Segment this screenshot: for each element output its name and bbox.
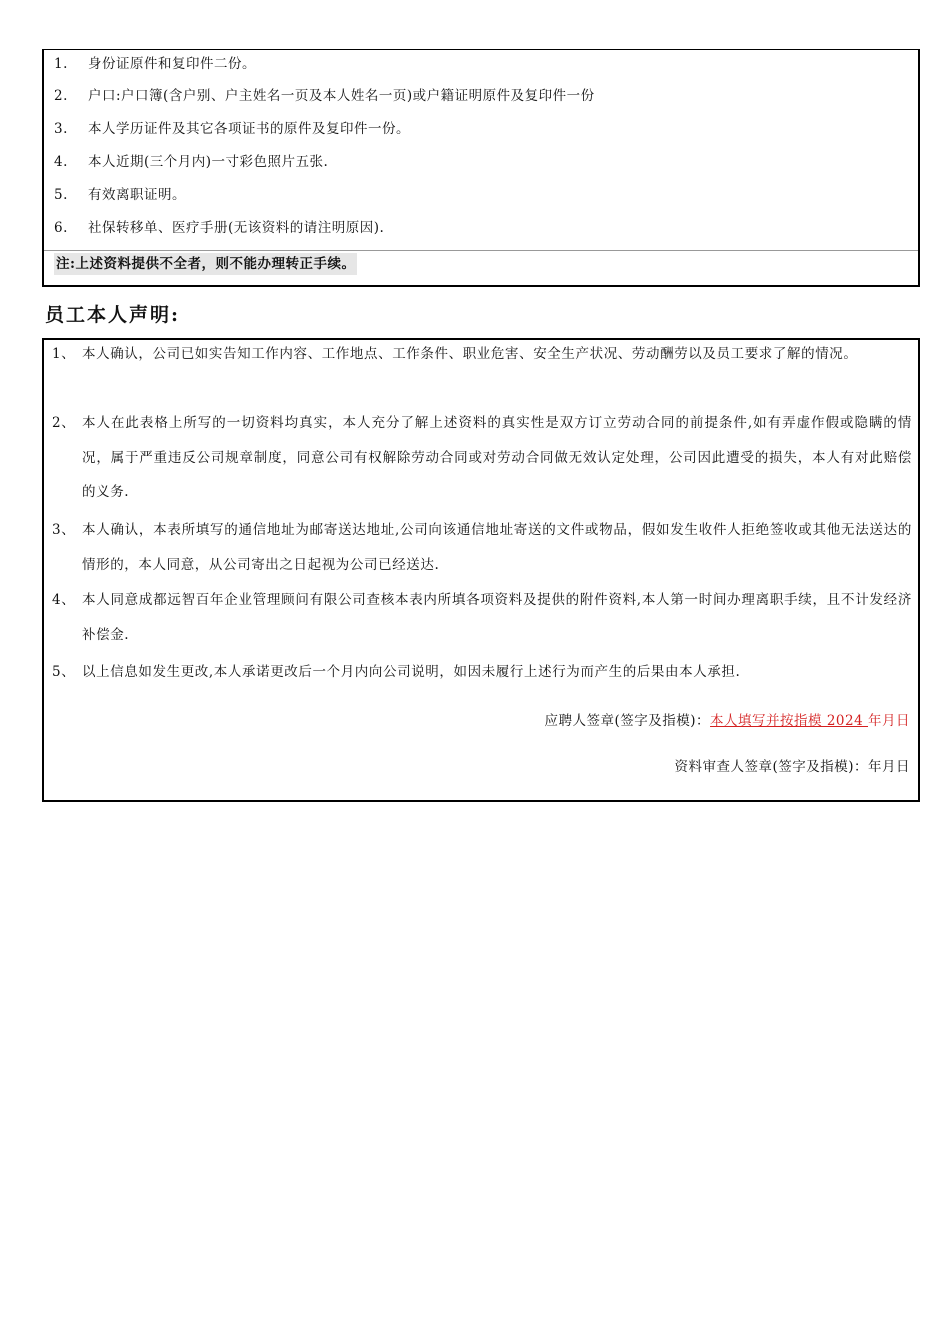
declaration-box [42,338,920,802]
item-number: 1. [54,56,68,72]
divider [44,250,918,251]
applicant-signature-line [545,709,911,729]
applicant-signature-label: 应聘人签章(签字及指模)： [544,713,711,729]
item-number: 3、 [52,522,76,538]
declaration-item [52,655,912,690]
declaration-item [52,337,912,372]
item-text: 以上信息如发生更改,本人承诺更改后一个月内向公司说明，如因未履行上述行为而产生的后果由本人承担. [82,664,741,680]
item-number: 4、 [52,592,76,608]
declaration-title: 员工本人声明: [45,304,181,326]
declaration-item [52,583,912,652]
item-number: 1、 [52,346,76,362]
item-text: 本人同意成都远智百年企业管理顾问有限公司查核本表内所填各项资料及提供的附件资料,本人第一时间办理离职手续，且不计发经济补偿金. [82,592,912,643]
list-item [54,53,256,75]
item-text: 户口:户口簿(含户别、户主姓名一页及本人姓名一页)或户籍证明原件及复印件一份 [88,88,595,104]
declaration-item [52,406,912,510]
item-number: 6. [54,220,68,236]
item-number: 4. [54,154,68,170]
declaration-item [52,513,912,582]
list-item [54,85,595,107]
item-text: 本人近期(三个月内)一寸彩色照片五张. [88,154,329,170]
item-text: 本人在此表格上所写的一切资料均真实，本人充分了解上述资料的真实性是双方订立劳动合同的前提条件,如有弄虚作假或隐瞒的情况，属于严重违反公司规章制度，同意公司有权解除劳动合同或对劳动合同做无效认定处理，公司因此遭受的损失，本人有对此赔偿的义务. [82,415,912,500]
reviewer-signature-line [674,755,910,775]
list-item [54,184,186,206]
list-item [54,118,410,140]
item-number: 5. [54,187,68,203]
item-text: 社保转移单、医疗手册(无该资料的请注明原因). [88,220,385,236]
reviewer-signature-date: 年月日 [868,759,910,775]
item-text: 本人确认，公司已如实告知工作内容、工作地点、工作条件、职业危害、安全生产状况、劳动酬劳以及员工要求了解的情况。 [82,346,858,362]
applicant-signature-date: 年月日 [868,713,910,729]
list-item [54,217,384,239]
item-text: 本人学历证件及其它各项证书的原件及复印件一份。 [88,121,410,137]
item-text: 身份证原件和复印件二份。 [88,56,256,72]
item-text: 本人确认，本表所填写的通信地址为邮寄送达地址,公司向该通信地址寄送的文件或物品，假如发生收件人拒绝签收或其他无法送达的情形的，本人同意，从公司寄出之日起视为公司已经送达. [82,522,912,573]
list-item [54,151,328,173]
item-number: 2. [54,88,68,104]
requirements-note: 注:上述资料提供不全者，则不能办理转正手续。 [54,253,357,275]
item-text: 有效离职证明。 [88,187,186,203]
item-number: 5、 [52,664,76,680]
item-number: 2、 [52,415,76,431]
documents-required-box [42,49,920,287]
applicant-signature-value: 本人填写并按指模 2024 [710,713,868,729]
item-number: 3. [54,121,68,137]
reviewer-signature-label: 资料审查人签章(签字及指模)： [674,759,868,775]
